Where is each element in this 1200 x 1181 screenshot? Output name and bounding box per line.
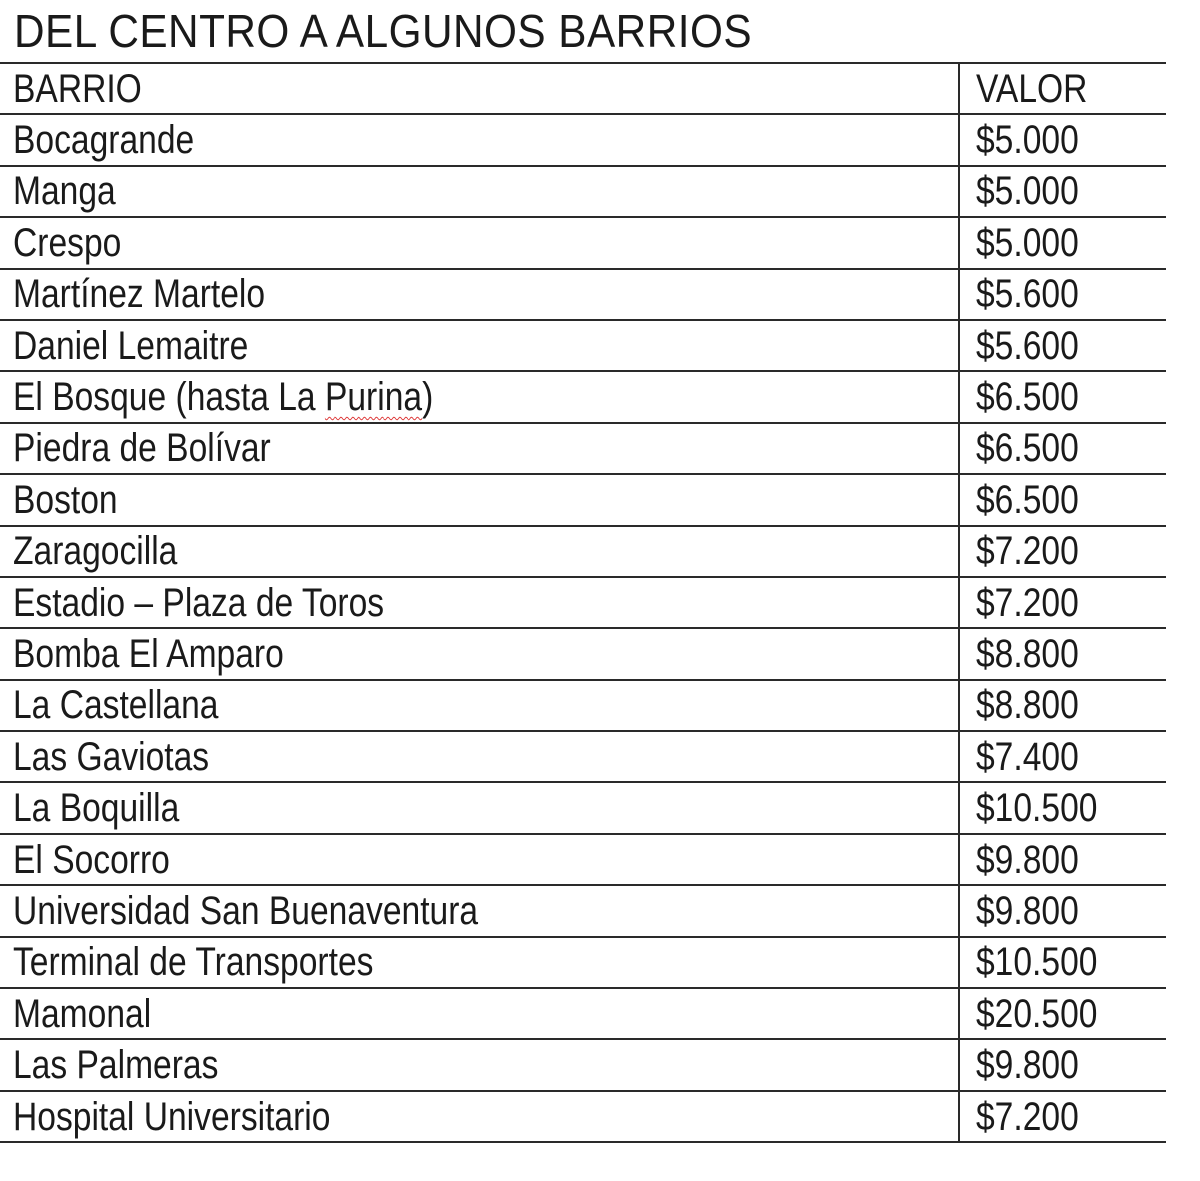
table-row (0, 115, 1166, 166)
fare-value: $7.400 (976, 734, 1079, 779)
header-barrio: BARRIO (13, 66, 142, 111)
fare-value: $10.500 (976, 786, 1098, 831)
valor-cell (960, 681, 1166, 730)
barrio-cell (0, 681, 960, 730)
page-title: DEL CENTRO A ALGUNOS BARRIOS (14, 5, 753, 57)
fare-value: $7.200 (976, 1094, 1079, 1139)
fare-value: $6.500 (976, 375, 1079, 420)
header-valor: VALOR (976, 66, 1088, 111)
table-row (0, 783, 1166, 834)
fare-value: $7.200 (976, 580, 1079, 625)
fare-value: $9.800 (976, 888, 1079, 933)
valor-cell (960, 938, 1166, 987)
fare-value: $5.000 (976, 169, 1079, 214)
barrio-cell (0, 938, 960, 987)
fares-table (0, 62, 1166, 1143)
valor-cell (960, 321, 1166, 370)
barrio-name: Terminal de Transportes (13, 940, 374, 985)
fare-value: $6.500 (976, 477, 1079, 522)
valor-cell (960, 424, 1166, 473)
table-row (0, 424, 1166, 475)
table-row (0, 218, 1166, 269)
valor-cell (960, 835, 1166, 884)
barrio-name: Bomba El Amparo (13, 631, 284, 676)
barrio-cell (0, 989, 960, 1038)
barrio-name: Boston (13, 477, 118, 522)
barrio-cell (0, 732, 960, 781)
valor-cell (960, 578, 1166, 627)
table-row (0, 527, 1166, 578)
barrio-name (13, 375, 434, 420)
barrio-name: Las Gaviotas (13, 734, 210, 779)
barrio-cell (0, 372, 960, 421)
barrio-cell (0, 321, 960, 370)
barrio-name-prefix: El Bosque (hasta La (13, 375, 325, 420)
barrio-cell (0, 270, 960, 319)
valor-cell (960, 475, 1166, 524)
table-row (0, 681, 1166, 732)
table-row (0, 1040, 1166, 1091)
fare-value: $8.800 (976, 631, 1079, 676)
table-row (0, 886, 1166, 937)
valor-cell (960, 372, 1166, 421)
barrio-cell (0, 578, 960, 627)
valor-cell (960, 1040, 1166, 1089)
table-row (0, 372, 1166, 423)
valor-cell (960, 270, 1166, 319)
table-row (0, 1092, 1166, 1143)
table-row (0, 629, 1166, 680)
barrio-cell (0, 167, 960, 216)
table-header-row (0, 64, 1166, 115)
fare-value: $5.600 (976, 323, 1079, 368)
barrio-cell (0, 886, 960, 935)
barrio-cell (0, 424, 960, 473)
barrio-cell (0, 1092, 960, 1141)
barrio-cell (0, 629, 960, 678)
fare-value: $9.800 (976, 1043, 1079, 1088)
barrio-cell (0, 475, 960, 524)
barrio-cell (0, 218, 960, 267)
barrio-cell (0, 527, 960, 576)
fare-value: $8.800 (976, 683, 1079, 728)
valor-cell (960, 218, 1166, 267)
header-barrio-cell (0, 64, 960, 113)
barrio-name: Daniel Lemaitre (13, 323, 249, 368)
barrio-name: Martínez Martelo (13, 272, 266, 317)
barrio-name: Piedra de Bolívar (13, 426, 271, 471)
fare-value: $5.000 (976, 118, 1079, 163)
barrio-name-suffix: ) (422, 375, 434, 420)
barrio-cell (0, 1040, 960, 1089)
table-row (0, 321, 1166, 372)
barrio-name: Las Palmeras (13, 1043, 219, 1088)
barrio-name: Crespo (13, 220, 122, 265)
valor-cell (960, 527, 1166, 576)
fare-value: $9.800 (976, 837, 1079, 882)
barrio-name: Manga (13, 169, 116, 214)
barrio-cell (0, 783, 960, 832)
table-row (0, 270, 1166, 321)
fare-value: $10.500 (976, 940, 1098, 985)
valor-cell (960, 115, 1166, 164)
table-row (0, 167, 1166, 218)
barrio-name: Hospital Universitario (13, 1094, 331, 1139)
fare-value: $5.600 (976, 272, 1079, 317)
fare-value: $6.500 (976, 426, 1079, 471)
barrio-cell (0, 835, 960, 884)
table-row (0, 732, 1166, 783)
barrio-name: Universidad San Buenaventura (13, 888, 479, 933)
table-row (0, 475, 1166, 526)
table-row (0, 989, 1166, 1040)
valor-cell (960, 989, 1166, 1038)
fare-value: $20.500 (976, 991, 1098, 1036)
barrio-name: Zaragocilla (13, 529, 178, 574)
fare-value: $7.200 (976, 529, 1079, 574)
barrio-cell (0, 115, 960, 164)
valor-cell (960, 732, 1166, 781)
spellcheck-flagged-word: Purina (324, 375, 423, 420)
table-row (0, 578, 1166, 629)
table-row (0, 835, 1166, 886)
fare-value: $5.000 (976, 220, 1079, 265)
barrio-name: La Castellana (13, 683, 219, 728)
barrio-name: Mamonal (13, 991, 152, 1036)
barrio-name: Estadio – Plaza de Toros (13, 580, 385, 625)
header-valor-cell (960, 64, 1166, 113)
valor-cell (960, 1092, 1166, 1141)
valor-cell (960, 167, 1166, 216)
barrio-name: El Socorro (13, 837, 170, 882)
table-row (0, 938, 1166, 989)
valor-cell (960, 783, 1166, 832)
barrio-name: La Boquilla (13, 786, 180, 831)
valor-cell (960, 629, 1166, 678)
barrio-name: Bocagrande (13, 118, 195, 163)
valor-cell (960, 886, 1166, 935)
